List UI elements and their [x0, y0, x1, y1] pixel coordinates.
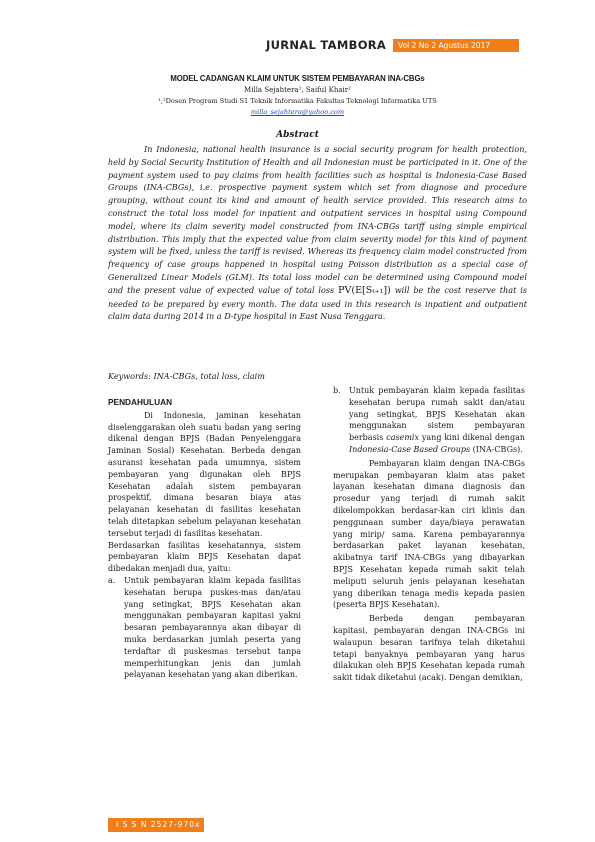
page-header: [0, 38, 595, 56]
paragraph-ina-cbgs: Pembayaran klaim dengan INA-CBGs merupakan pembayaran klaim atas paket layanan kesehatan dimana diagnosis dan prosedur yang terjadi di rumah sakit dikelompokkan berdasar-kan ciri klinis dan penggunaan sumber daya/biaya perawatan yang mirip/ sama. Karena pembayarannya berdasarkan paket layanan kesehatan, akibatnya tarif INA-CBGs yang dibayarkan BPJS Kesehatan kepada rumah sakit telah meliputi seluruh jenis pelayanan kesehatan yang diberikan tenaga medis kepada pasien (peserta BPJS Kesehatan).: [333, 458, 525, 610]
abstract-text-part-2: will be the cost reserve that is needed to be prepared by every month. The data used in this research is inpatient and outpatient claim data during 2014 in a D-type hospital in East Nusa Tenggara.: [108, 284, 527, 322]
abstract-text-part-1: In Indonesia, national health insurance is a social security program for health protection, held by Social Security Institution of Health and all Indonesian must be participated in it. One of the payment system used to pay claims from health facilities such as hospital is Indonesia-Case Based Groups (INA-CBGs), i.e. prospective payment system which set from diagnose and procedure grouping, without count its kind and amount of health service provided. This research aims to construct the total loss model for inpatient and outpatient services in hospital using Compound model, where its claim severity model constructed from INA-CBGs tariff using simple empirical distribution. This imply that the expected value from claim severity model for this kind of payment system will be fixed, unless the tariff is revised. Whereas its frequency claim model constructed from frequency of case groups happened in hospital using Poisson distribution as a special case of Generalized Linear Models (GLM). Its total loss model can be determined using Compound model and the present value of expected value of total loss: [108, 144, 527, 295]
term-ina-cbgs: Indonesia-Case Based Groups: [349, 444, 471, 454]
list-item-a: [108, 575, 301, 681]
list-text-b-part-1: Untuk pembayaran klaim kepada fasilitas kesehatan berupa rumah sakit dan/atau yang setingkat, BPJS Kesehatan akan menggunakan sistem pembayaran berbasis: [349, 386, 525, 443]
keywords: Keywords: INA-CBGs, total loss, claim: [108, 371, 265, 381]
abstract-formula: PV(E[Sₜ₊₁]): [338, 284, 391, 296]
right-column: [333, 385, 525, 684]
abstract-body: [108, 143, 527, 323]
list-marker-b: b.: [333, 386, 341, 395]
paragraph-intro: Di Indonesia, jaminan kesehatan diselenggarakan oleh suatu badan yang sering dikenal dengan BPJS (Badan Penyelenggara Jaminan Sosial) Kesehatan. Berbeda dengan asuransi kesehatan pada umumnya, sistem pembayaran yang digunakan oleh BPJS Kesehatan adalah sistem pembayaran prospektif, dimana besaran biaya atas pelayanan kesehatan di fasilitas kesehatan telah ditetapkan sebelum pelayanan kesehatan tersebut terjadi di fasilitas kesehatan.: [108, 410, 301, 538]
author-email-link[interactable]: milla_sejahtera@yahoo.com: [250, 108, 345, 116]
section-heading: PENDAHULUAN: [108, 397, 173, 407]
term-casemix: casemix: [386, 433, 419, 443]
issn-badge: I S S N 2527-970x: [108, 818, 204, 832]
journal-name: JURNAL TAMBORA: [266, 38, 387, 52]
paragraph-payment-types: Berdasarkan fasilitas kesehatannya, sistem pembayaran klaim BPJS Kesehatan dapat dibedakan menjadi dua, yaitu:: [108, 540, 301, 574]
volume-badge: Vol 2 No 2 Agustus 2017: [393, 39, 519, 52]
list-text-b-part-2: yang kini dikenal dengan: [421, 433, 525, 443]
paragraph-capitation: Berbeda dengan pembayaran kapitasi, pembayaran dengan INA-CBGs ini walaupun besaran tarifnya telah diketahui tetapi banyaknya pembayaran yang harus dilakukan oleh BPJS Kesehatan kepada rumah sakit tidak diketahui (acak). Dengan demikian,: [333, 614, 525, 683]
left-column: [108, 397, 301, 681]
list-text-b-part-3: (INA-CBGs).: [472, 444, 523, 454]
list-text-a: Untuk pembayaran klaim kepada fasilitas kesehatan berupa puskes-mas dan/atau yang setingkat, BPJS Kesehatan akan menggunakan pembayaran kapitasi yakni besaran pembayarannya akan dibayar di muka berdasarkan jumlah peserta yang terdaftar di puskesmas tersebut tanpa memperhitungkan jenis dan jumlah pelayanan kesehatan yang akan diberikan.: [124, 575, 301, 680]
paper-affiliation: ¹,²Dosen Program Studi S1 Teknik Informatika Fakultas Teknologi Informatika UTS: [158, 97, 437, 105]
list-item-b: [333, 385, 525, 456]
list-text-b: [349, 385, 525, 456]
paper-title: MODEL CADANGAN KLAIM UNTUK SISTEM PEMBAYARAN INA-CBGs: [170, 74, 425, 83]
paper-authors: Milla Sejahtera¹, Saiful Khair²: [244, 86, 351, 94]
abstract-heading: Abstract: [276, 130, 319, 140]
list-marker-a: a.: [108, 575, 116, 585]
